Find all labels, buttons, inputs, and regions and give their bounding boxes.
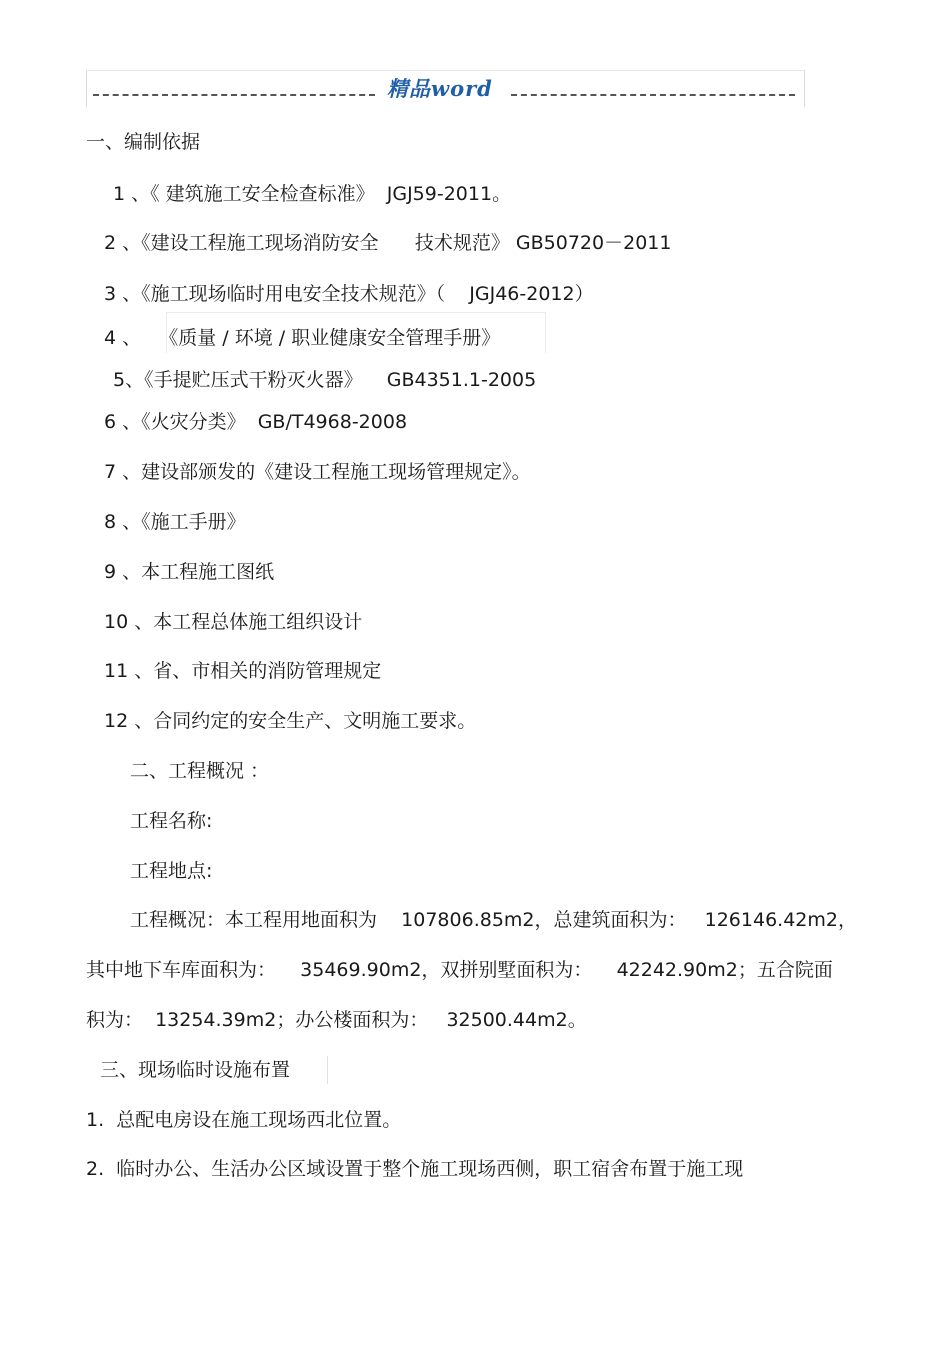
basis-item-8: 8 、《施工手册》 [104, 511, 246, 533]
header-dashed-rule-right [511, 94, 795, 96]
page-header [86, 70, 805, 107]
basis-item-6: 6 、《火灾分类》 GB/T4968-2008 [104, 411, 408, 433]
basis-item-10: 10 、本工程总体施工组织设计 [104, 611, 363, 633]
layout-item-2: 2. 临时办公、生活办公区域设置于整个施工现场西侧，职工宿舍布置于施工现 [86, 1158, 744, 1180]
basis-item-2: 2 、《建设工程施工现场消防安全 技术规范》 GB50720－2011 [104, 232, 672, 254]
section-1-title: 一、编制依据 [86, 131, 201, 153]
basis-item-5: 5、《手提贮压式干粉灭火器》 GB4351.1-2005 [113, 369, 537, 391]
basis-item-11: 11 、省、市相关的消防管理规定 [104, 660, 382, 682]
project-overview-line-3: 积为： 13254.39m2；办公楼面积为： 32500.44m2。 [86, 1009, 587, 1031]
section-3-title: 三、现场临时设施布置 [100, 1059, 291, 1081]
header-dashed-rule-left [93, 94, 375, 96]
project-overview-line-1: 工程概况：本工程用地面积为 107806.85m2，总建筑面积为： 126146.42m2， [130, 909, 857, 931]
basis-item-4: 4 、 《质量 / 环境 / 职业健康安全管理手册》 [104, 327, 501, 349]
project-location: 工程地点: [130, 860, 213, 882]
layout-item-1: 1. 总配电房设在施工现场西北位置。 [86, 1109, 402, 1131]
basis-item-7: 7 、建设部颁发的《建设工程施工现场管理规定》。 [104, 461, 531, 483]
project-name: 工程名称: [130, 810, 213, 832]
section-2-title: 二、工程概况 ： [130, 760, 270, 782]
basis-item-1: 1 、《 建筑施工安全检查标准》 JGJ59-2011。 [113, 183, 512, 205]
header-logo: 精品word [387, 76, 493, 101]
basis-item-12: 12 、合同约定的安全生产、文明施工要求。 [104, 710, 477, 732]
project-overview-line-2: 其中地下车库面积为： 35469.90m2，双拼别墅面积为： 42242.90m2；五合院面 [86, 959, 833, 981]
section-3-divider [327, 1056, 328, 1084]
basis-item-9: 9 、本工程施工图纸 [104, 561, 275, 583]
basis-item-3: 3 、《施工现场临时用电安全技术规范》（ JGJ46-2012） [104, 283, 594, 305]
